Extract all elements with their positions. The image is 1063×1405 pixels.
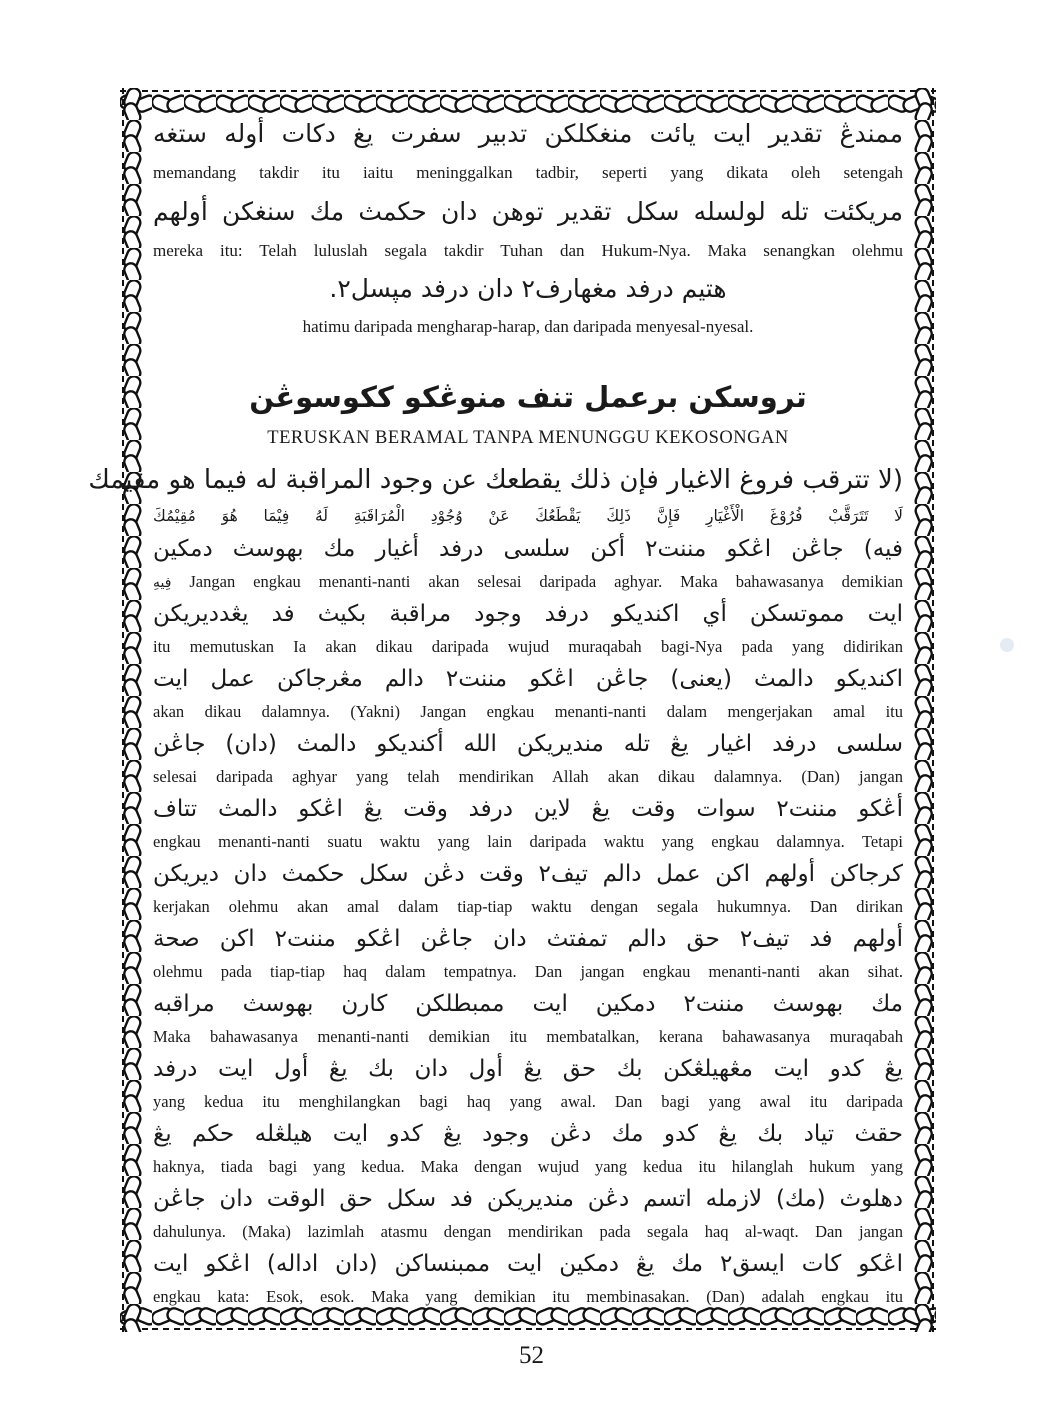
jawi-line: لَا تَتَرَقَّبْ فُرُوْغَ الْأَغْيَارِ فَإِنَّ ذَلِكَ يَقْطَعُكَ عَنْ وُجُوْدِ الْمُرَاقَبَةِ لَهُ فِيْمَا هُوَ مُقِيْمُكَ [153,507,903,525]
translation-line: Maka bahawasanya menanti-nanti demikian itu membatalkan, kerana bahawasanya muraqabah [153,1027,903,1046]
translation-line: yang kedua itu menghilangkan bagi haq yang awal. Dan bagi yang awal itu daripada [153,1092,903,1111]
jawi-line: مريكئت تله لولسله سكل تقدير توهن دان حكمث مك سنغكن أولهم [153,197,903,226]
translation-line: akan dikau dalamnya. (Yakni) Jangan engkau menanti-nanti dalam mengerjakan amal itu [153,702,903,721]
jawi-line: حقث تياد بك يڠ كدو مك دڠن وجود يڠ كدو ايت هيلڠله حكم يڠ [153,1121,903,1147]
jawi-line: ايت مموتسكن أي اكنديكو درفد وجود مراقبة بكيث فد يڠدديريكن [153,601,903,627]
jawi-line: هتيم درفد مغهارف٢ دان درفد مپسل٢. [329,274,727,303]
section-heading-jawi: تروسكن برعمل تنف منوڠكو ككوسوڠن [249,380,807,414]
jawi-line: اكنديكو دالمث (يعنى) جاڠن اڠكو مننت٢ دالم مڠرجاكن عمل ايت [153,666,903,692]
page-number: 52 [519,1342,544,1369]
jawi-line: كرجاكن أولهم اكن عمل دالم تيف٢ وقت دڠن سكل حكمث دان ديريكن [153,861,903,887]
body-section [88,459,903,1311]
chain-border-right-icon [910,88,936,1332]
jawi-line: دهلوث (مك) لازمله اتسم دڠن منديريكن فد سكل حق الوقت دان جاڠن [153,1186,903,1212]
stray-smudge [1000,638,1014,652]
translation-line: mereka itu: Telah luluslah segala takdir Tuhan dan Hukum-Nya. Maka senangkan olehmu [153,241,903,260]
jawi-line: يڠ كدو ايت مڠهيلڠكن بك حق يڠ أول دان بك يڠ أول ايت درفد [153,1056,903,1082]
chain-border-left-icon [120,88,146,1332]
decorative-chain-frame [88,88,936,1332]
translation-line: itu memutuskan Ia akan dikau daripada wujud muraqabah bagi-Nya pada yang didirikan [153,637,903,656]
jawi-line: أولهم فد تيف٢ حق دالم تمفتث دان جاڠن اڠكو مننت٢ اكن صحة [153,926,903,952]
intro-section [153,110,903,342]
translation-line: hatimu daripada mengharap-harap, dan daripada menyesal-nyesal. [302,317,754,336]
jawi-line: فيه) جاڠن اڠكو مننت٢ أكن سلسى درفد أغيار مك بهوسث دمكين [153,536,903,562]
translation-line: haknya, tiada bagi yang kedua. Maka dengan wujud yang kedua itu hilanglah hukum yang [153,1157,903,1176]
page-content [88,110,903,1311]
jawi-line: مك بهوسث مننت٢ دمكين ايت ممبطلكن كارن بهوسث مراقبه [153,991,903,1017]
translation-line: memandang takdir itu iaitu meninggalkan tadbir, seperti yang dikata oleh setengah [153,163,903,182]
translation-line: engkau menanti-nanti suatu waktu yang lain daripada waktu yang engkau dalamnya. Tetapi [153,832,903,851]
translation-line: فِيهِ Jangan engkau menanti-nanti akan selesai daripada aghyar. Maka bahawasanya demikian [153,572,903,591]
jawi-line: اڠكو كات ايسق٢ مك يڠ دمكين ايت ممبنساكن (دان اداله) اڠكو ايت [153,1251,903,1277]
section-heading-latin: TERUSKAN BERAMAL TANPA MENUNGGU KEKOSONGAN [267,428,789,448]
section-heading [153,372,903,455]
jawi-line: (لا تترقب فروغ الاغيار فإن ذلك يقطعك عن وجود المراقبة له فيما هو مقيمك [88,465,903,495]
translation-line: olehmu pada tiap-tiap haq dalam tempatnya. Dan jangan engkau menanti-nanti akan sihat. [153,962,903,981]
jawi-line: سلسى درفد اغيار يڠ تله منديريكن الله أكنديكو دالمث (دان) جاڠن [153,731,903,757]
translation-line: selesai daripada aghyar yang telah mendirikan Allah akan dikau dalamnya. (Dan) jangan [153,767,903,786]
inline-arabic-word: فِيهِ [153,575,172,591]
translation-line: dahulunya. (Maka) lazimlah atasmu dengan mendirikan pada segala haq al-waqt. Dan jangan [153,1222,903,1241]
jawi-line: أڠكو مننت٢ سوات وقت يڠ لاين درفد وقت يڠ اڠكو دالمث تتاف [153,796,903,822]
translation-line: kerjakan olehmu akan amal dalam tiap-tiap waktu dengan segala hukumnya. Dan dirikan [153,897,903,916]
translation-line: engkau kata: Esok, esok. Maka yang demikian itu membinasakan. (Dan) adalah engkau itu [153,1287,903,1306]
jawi-line: ممندڠ تقدير ايت يائت منغكلكن تدبير سفرت يغ دكات أوله ستغه [153,119,903,148]
